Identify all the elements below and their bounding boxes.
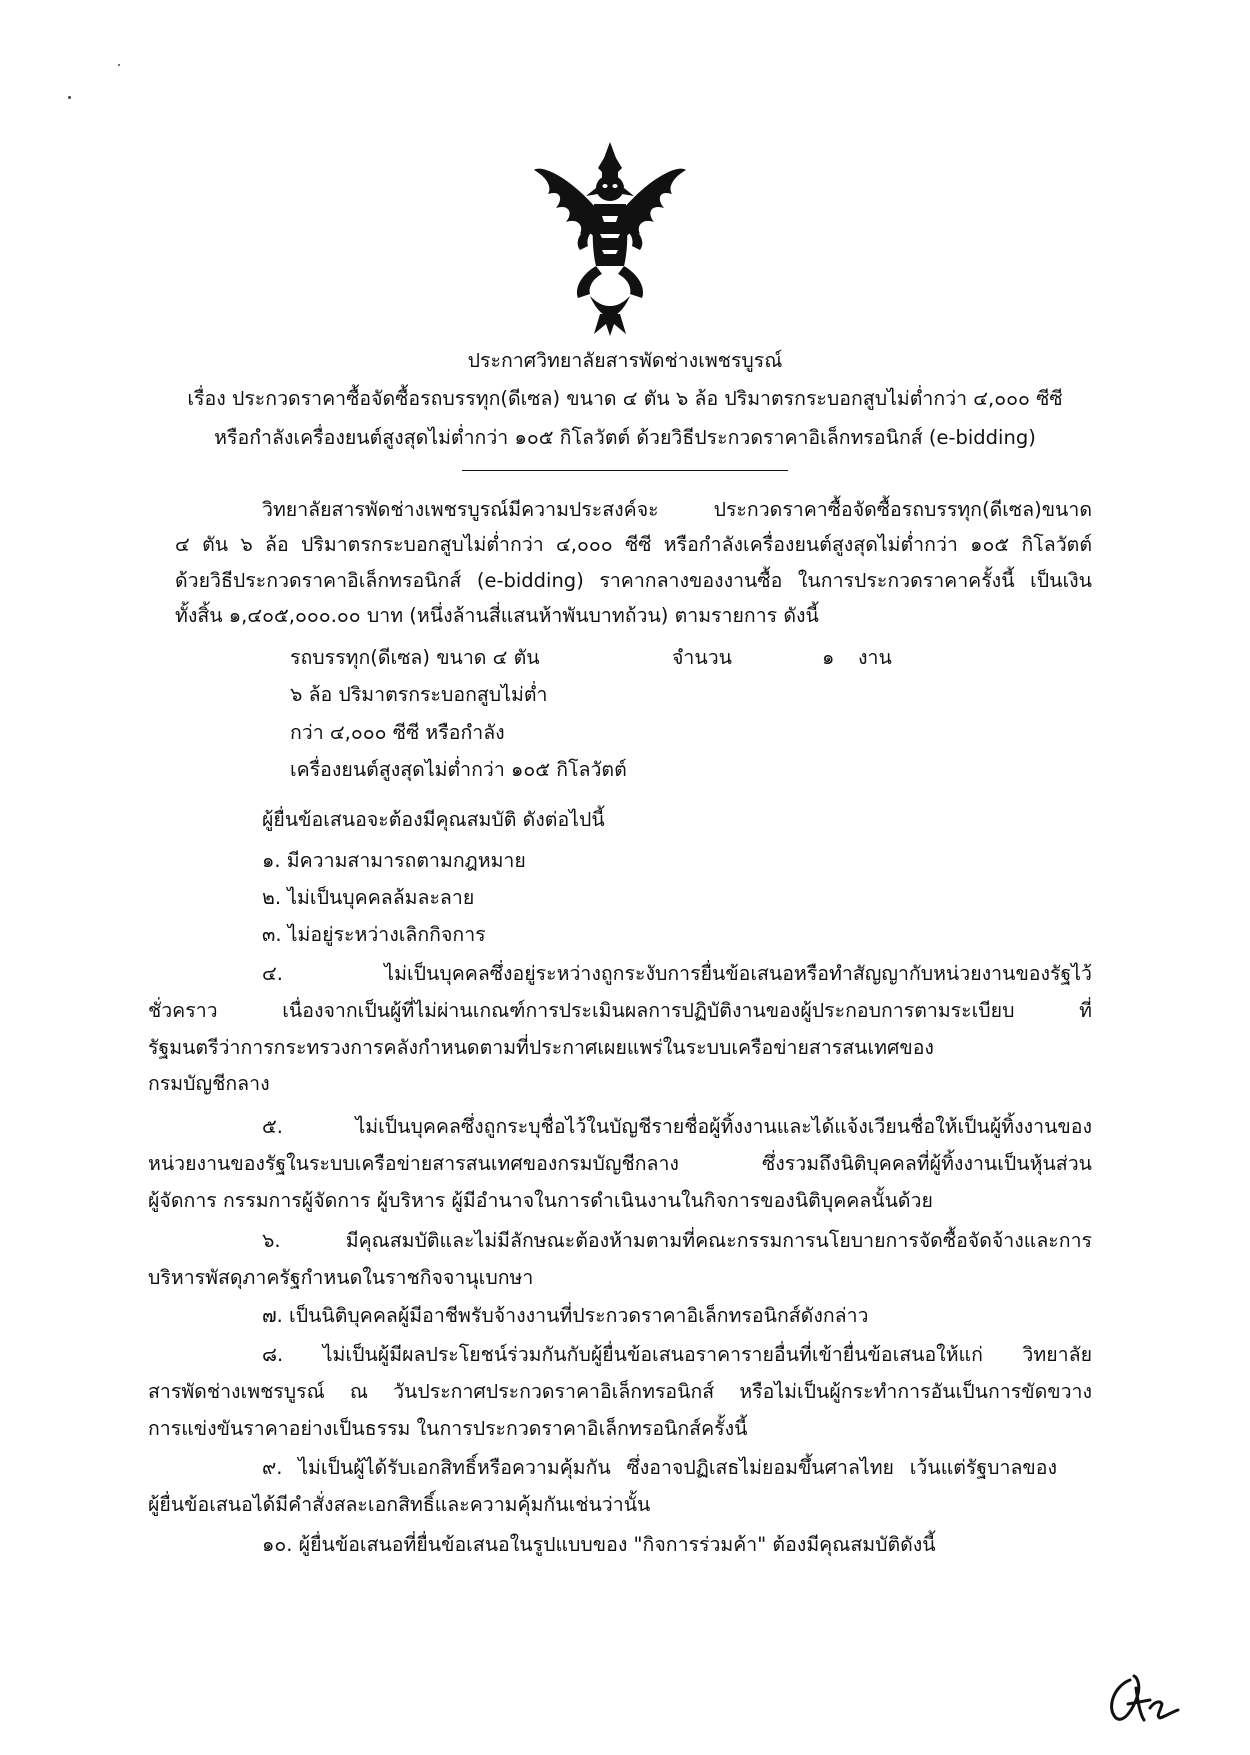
qualification-item: ๘. ไม่เป็นผู้มีผลประโยชน์ร่วมกันกับผู้ยื่นข้อเสนอราคารายอื่นที่เข้ายื่นข้อเสนอให้แก่ วิทยาลัย — [262, 1343, 1092, 1366]
qualification-item: สารพัดช่างเพชรบูรณ์ ณ วันประกาศประกวดราคาอิเล็กทรอนิกส์ หรือไม่เป็นผู้กระทำการอันเป็นการขัดขวาง — [148, 1380, 1092, 1403]
item-desc-line: กว่า ๔,๐๐๐ ซีซี หรือกำลัง — [290, 721, 505, 744]
qualifications-heading: ผู้ยื่นข้อเสนอจะต้องมีคุณสมบัติ ดังต่อไปนี้ — [262, 808, 605, 831]
qualification-item: ผู้ยื่นข้อเสนอได้มีคำสั่งสละเอกสิทธิ์และความคุ้มกันเช่นว่านั้น — [148, 1493, 651, 1516]
garuda-emblem-icon — [530, 138, 690, 338]
intro-line: ๔ ตัน ๖ ล้อ ปริมาตรกระบอกสูบไม่ต่ำกว่า ๔,๐๐๐ ซีซี หรือกำลังเครื่องยนต์สูงสุดไม่ต่ำกว่า ๑๐๕ กิโลวัตต์ — [175, 533, 1092, 556]
intro-line: ทั้งสิ้น ๑,๔๐๕,๐๐๐.๐๐ บาท (หนึ่งล้านสี่แสนห้าพันบาทถ้วน) ตามรายการ ดังนี้ — [175, 604, 819, 627]
qualification-item: ๗. เป็นนิติบุคคลผู้มีอาชีพรับจ้างงานที่ประกวดราคาอิเล็กทรอนิกส์ดังกล่าว — [262, 1304, 869, 1327]
qualification-item: ๖. มีคุณสมบัติและไม่มีลักษณะต้องห้ามตามที่คณะกรรมการนโยบายการจัดซื้อจัดจ้างและการ — [262, 1229, 1092, 1252]
item-qty-label: จำนวน — [672, 646, 732, 669]
header-divider — [462, 470, 788, 471]
header-subject: เรื่อง ประกวดราคาซื้อจัดซื้อรถบรรทุก(ดีเซล) ขนาด ๔ ตัน ๖ ล้อ ปริมาตรกระบอกสูบไม่ต่ำกว่า ๔,๐๐๐ ซีซี — [187, 387, 1063, 410]
scan-speck — [68, 96, 71, 99]
signature-initials — [1100, 1668, 1190, 1728]
qualification-item: ผู้จัดการ กรรมการผู้จัดการ ผู้บริหาร ผู้มีอำนาจในการดำเนินงานในกิจการของนิติบุคคลนั้นด้วย — [148, 1189, 933, 1212]
header-org: ประกาศวิทยาลัยสารพัดช่างเพชรบูรณ์ — [467, 349, 783, 372]
qualification-item: ๓. ไม่อยู่ระหว่างเลิกกิจการ — [262, 923, 486, 946]
item-desc-line: รถบรรทุก(ดีเซล) ขนาด ๔ ตัน — [290, 646, 540, 669]
qualification-item: ชั่วคราว เนื่องจากเป็นผู้ที่ไม่ผ่านเกณฑ์การประเมินผลการปฏิบัติงานของผู้ประกอบการตามระเบียบ ที่ — [148, 999, 1092, 1022]
qualification-item: การแข่งขันราคาอย่างเป็นธรรม ในการประกวดราคาอิเล็กทรอนิกส์ครั้งนี้ — [148, 1417, 748, 1440]
qualification-item: ๕. ไม่เป็นบุคคลซึ่งถูกระบุชื่อไว้ในบัญชีรายชื่อผู้ทิ้งงานและได้แจ้งเวียนชื่อให้เป็นผู้ทิ้งงานของ — [262, 1115, 1092, 1138]
qualification-item: ๒. ไม่เป็นบุคคลล้มละลาย — [262, 886, 475, 909]
scan-speck — [118, 64, 120, 66]
header-subject-cont: หรือกำลังเครื่องยนต์สูงสุดไม่ต่ำกว่า ๑๐๕ กิโลวัตต์ ด้วยวิธีประกวดราคาอิเล็กทรอนิกส์ (e-bidding) — [214, 426, 1036, 449]
qualification-item: ๑. มีความสามารถตามกฎหมาย — [262, 849, 526, 872]
qualification-item: ๑๐. ผู้ยื่นข้อเสนอที่ยื่นข้อเสนอในรูปแบบของ "กิจการร่วมค้า" ต้องมีคุณสมบัติดังนี้ — [262, 1533, 936, 1556]
qualification-item: หน่วยงานของรัฐในระบบเครือข่ายสารสนเทศของกรมบัญชีกลาง ซึ่งรวมถึงนิติบุคคลที่ผู้ทิ้งงานเป็นหุ้นส่วน — [148, 1152, 1092, 1175]
item-qty: ๑ — [822, 646, 835, 669]
qualification-item: กรมบัญชีกลาง — [148, 1072, 270, 1095]
qualification-item: ๔. ไม่เป็นบุคคลซึ่งอยู่ระหว่างถูกระงับการยื่นข้อเสนอหรือทำสัญญากับหน่วยงานของรัฐไว้ — [262, 962, 1092, 985]
intro-line: วิทยาลัยสารพัดช่างเพชรบูรณ์มีความประสงค์จะ ประกวดราคาซื้อจัดซื้อรถบรรทุก(ดีเซล)ขนาด — [262, 498, 1092, 521]
item-desc-line: ๖ ล้อ ปริมาตรกระบอกสูบไม่ต่ำ — [290, 683, 548, 706]
qualification-item: รัฐมนตรีว่าการกระทรวงการคลังกำหนดตามที่ประกาศเผยแพร่ในระบบเครือข่ายสารสนเทศของ — [148, 1036, 934, 1059]
item-desc-line: เครื่องยนต์สูงสุดไม่ต่ำกว่า ๑๐๕ กิโลวัตต์ — [290, 758, 627, 781]
qualification-item: ๙. ไม่เป็นผู้ได้รับเอกสิทธิ์หรือความคุ้มกัน ซึ่งอาจปฏิเสธไม่ยอมขึ้นศาลไทย เว้นแต่รัฐบาลของ — [262, 1456, 1057, 1479]
qualification-item: บริหารพัสดุภาครัฐกำหนดในราชกิจจานุเบกษา — [148, 1266, 534, 1289]
intro-line: ด้วยวิธีประกวดราคาอิเล็กทรอนิกส์ (e-bidding) ราคากลางของงานซื้อ ในการประกวดราคาครั้งนี้ เป็นเงิน — [175, 569, 1092, 592]
item-unit: งาน — [858, 646, 892, 669]
